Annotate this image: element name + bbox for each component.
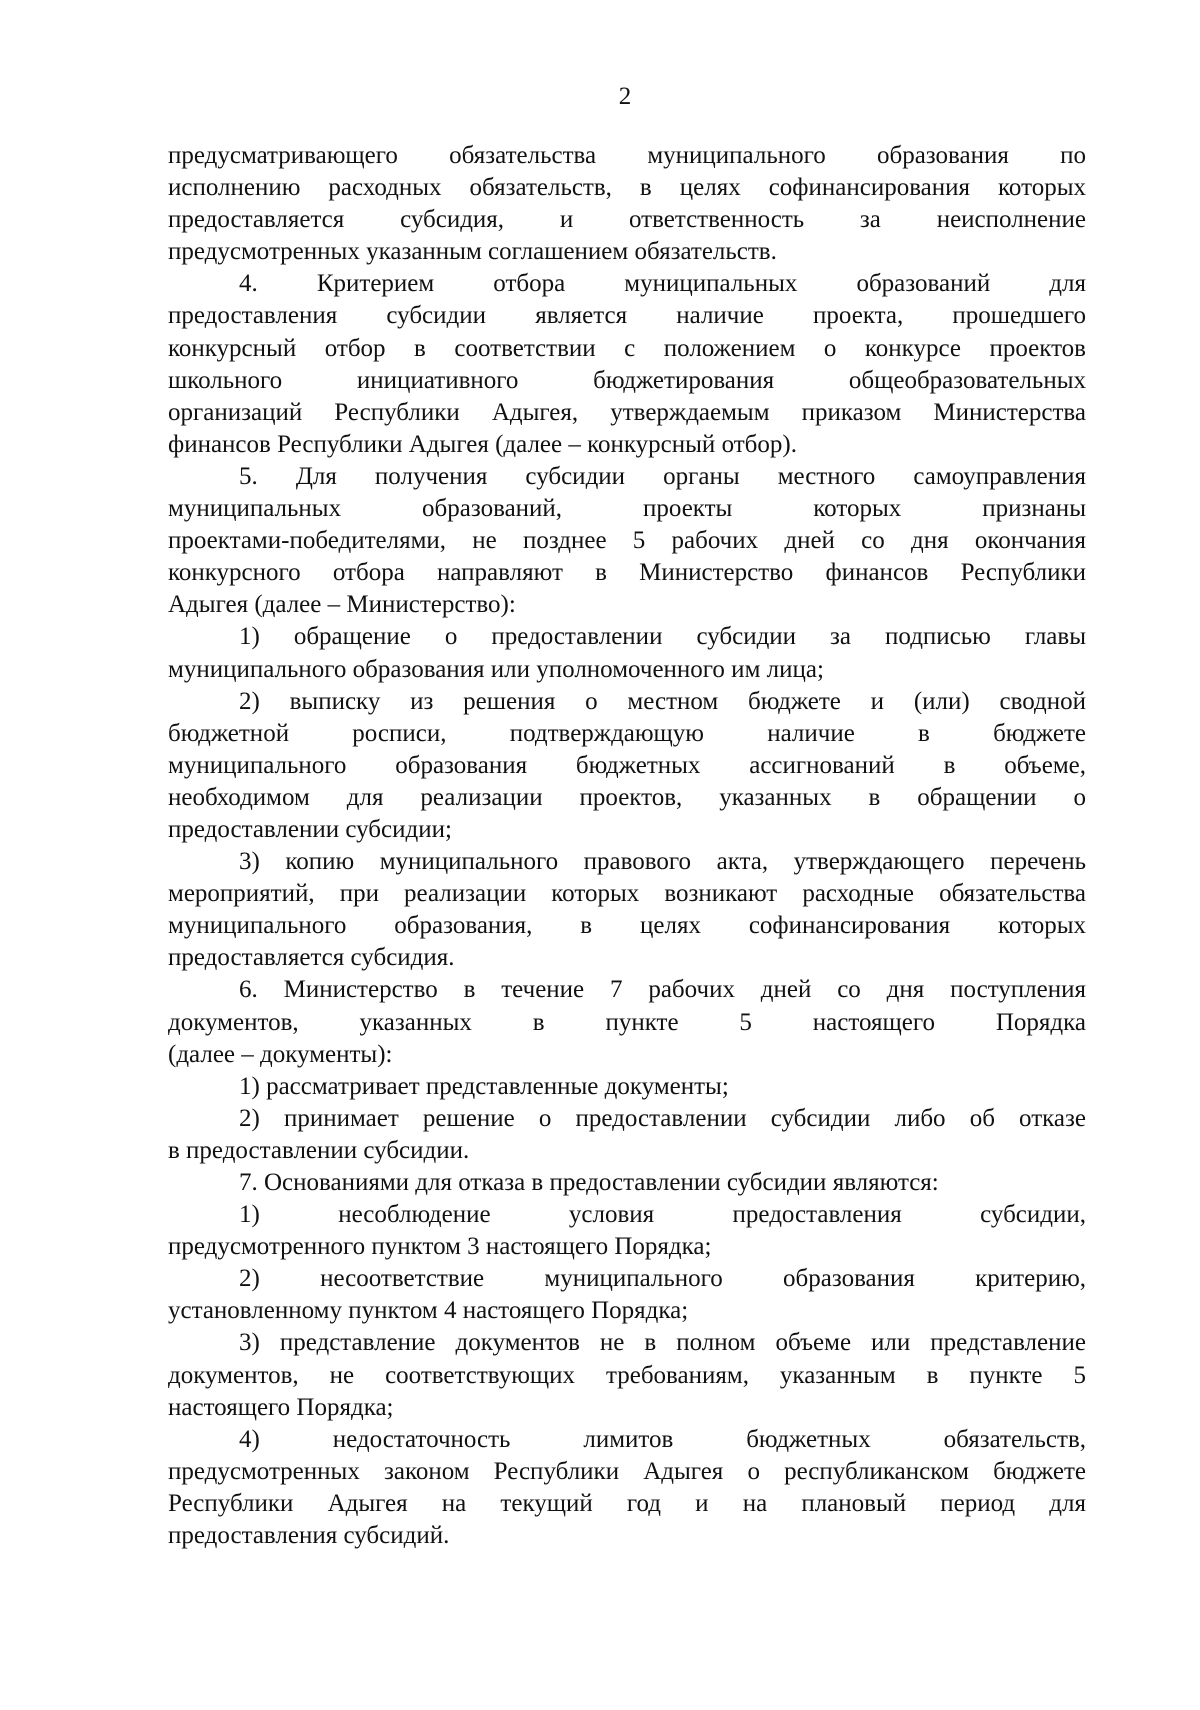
- text-line: 2) выписку из решения о местном бюджете и (или) сводной: [239, 687, 1086, 715]
- paragraph-5-item-2: [168, 686, 1086, 846]
- text-line: предоставляется субсидия.: [168, 944, 455, 972]
- paragraph-7: [168, 1167, 1086, 1199]
- text-line: организаций Республики Адыгея, утверждаемым приказом Министерства: [168, 398, 1086, 426]
- text-line: проектами-победителями, не позднее 5 рабочих дней со дня окончания: [168, 527, 1086, 555]
- paragraph-6: [168, 974, 1086, 1070]
- text-line: исполнению расходных обязательств, в целях софинансирования которых: [168, 174, 1086, 202]
- paragraph-7-item-2: [168, 1263, 1086, 1327]
- text-line: 1) рассматривает представленные документы;: [239, 1072, 729, 1100]
- page-number: 2: [618, 83, 632, 110]
- text-line: необходимом для реализации проектов, указанных в обращении о: [168, 783, 1086, 811]
- text-line: 4) недостаточность лимитов бюджетных обязательств,: [239, 1425, 1086, 1453]
- text-line: документов, указанных в пункте 5 настоящего Порядка: [168, 1008, 1086, 1036]
- document-body: [168, 140, 1086, 1552]
- paragraph-6-item-2: [168, 1103, 1086, 1167]
- text-line: муниципальных образований, проекты которых признаны: [168, 495, 1086, 523]
- text-line: 5. Для получения субсидии органы местного самоуправления: [239, 462, 1086, 490]
- text-line: мероприятий, при реализации которых возникают расходные обязательства: [168, 880, 1086, 908]
- paragraph-4: [168, 268, 1086, 461]
- paragraph-6-item-1: [168, 1071, 1086, 1103]
- text-line: 3) представление документов не в полном объеме или представление: [239, 1329, 1086, 1357]
- text-line: 4. Критерием отбора муниципальных образований для: [239, 270, 1086, 298]
- text-line: бюджетной росписи, подтверждающую наличие в бюджете: [168, 719, 1086, 747]
- text-line: установленному пунктом 4 настоящего Порядка;: [168, 1297, 689, 1325]
- paragraph-7-item-1: [168, 1199, 1086, 1263]
- text-line: Адыгея (далее – Министерство):: [168, 591, 516, 619]
- text-line: школьного инициативного бюджетирования общеобразовательных: [168, 366, 1086, 394]
- text-line: муниципального образования, в целях софинансирования которых: [168, 912, 1086, 940]
- paragraph-7-item-4: [168, 1424, 1086, 1552]
- text-line: конкурсный отбор в соответствии с положением о конкурсе проектов: [168, 334, 1086, 362]
- text-line: предусмотренных законом Республики Адыгея о республиканском бюджете: [168, 1457, 1086, 1485]
- text-line: в предоставлении субсидии.: [168, 1136, 470, 1164]
- text-line: 2) принимает решение о предоставлении субсидии либо об отказе: [239, 1104, 1086, 1132]
- text-line: (далее – документы):: [168, 1040, 393, 1068]
- text-line: конкурсного отбора направляют в Министерство финансов Республики: [168, 559, 1086, 587]
- text-line: предоставляется субсидия, и ответственность за неисполнение: [168, 206, 1086, 234]
- paragraph-5-item-1: [168, 621, 1086, 685]
- text-line: Республики Адыгея на текущий год и на плановый период для: [168, 1489, 1086, 1517]
- text-line: документов, не соответствующих требованиям, указанным в пункте 5: [168, 1361, 1086, 1389]
- text-line: предоставления субсидии является наличие проекта, прошедшего: [168, 302, 1086, 330]
- text-line: настоящего Порядка;: [168, 1393, 394, 1421]
- text-line: предусмотренных указанным соглашением обязательств.: [168, 238, 777, 266]
- paragraph-5: [168, 461, 1086, 621]
- text-line: предоставления субсидий.: [168, 1522, 450, 1550]
- text-line: муниципального образования бюджетных ассигнований в объеме,: [168, 751, 1086, 779]
- text-line: 1) несоблюдение условия предоставления субсидии,: [239, 1201, 1086, 1229]
- text-line: 7. Основаниями для отказа в предоставлении субсидии являются:: [239, 1169, 939, 1196]
- text-line: 2) несоответствие муниципального образования критерию,: [239, 1265, 1086, 1293]
- text-line: предусматривающего обязательства муниципального образования по: [168, 142, 1086, 169]
- text-line: предусмотренного пунктом 3 настоящего Порядка;: [168, 1233, 712, 1261]
- text-line: 1) обращение о предоставлении субсидии за подписью главы: [239, 623, 1086, 651]
- text-line: предоставлении субсидии;: [168, 815, 452, 843]
- paragraph-5-item-3: [168, 846, 1086, 974]
- text-line: муниципального образования или уполномоченного им лица;: [168, 655, 824, 683]
- text-line: 6. Министерство в течение 7 рабочих дней со дня поступления: [239, 976, 1086, 1004]
- text-line: 3) копию муниципального правового акта, утверждающего перечень: [239, 848, 1086, 876]
- paragraph-7-item-3: [168, 1327, 1086, 1423]
- text-line: финансов Республики Адыгея (далее – конкурсный отбор).: [168, 430, 797, 458]
- paragraph-3-continuation: [168, 140, 1086, 268]
